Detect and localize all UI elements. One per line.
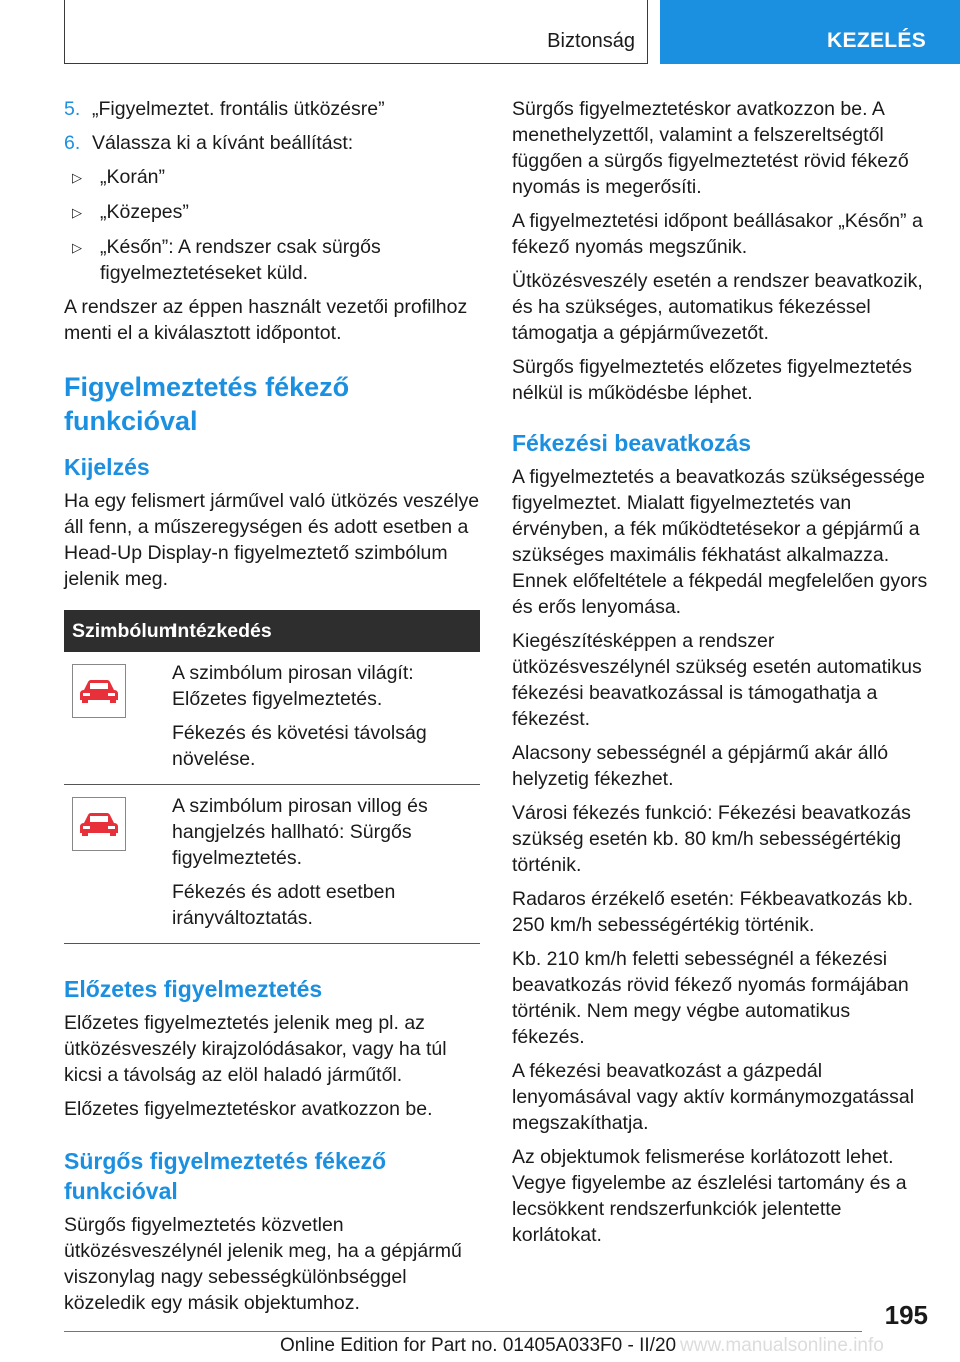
paragraph: Radaros érzékelő esetén: Fékbeavatkozás kb. 250 km/h sebességértékig történik. xyxy=(512,888,914,936)
header-action: Intézkedés xyxy=(172,620,272,642)
table-row xyxy=(64,785,480,944)
option-text: „Korán” xyxy=(100,166,166,188)
left-column xyxy=(64,96,480,1324)
triangle-bullet-icon: ▷ xyxy=(72,240,82,255)
paragraph: A figyelmeztetés a beavatkozás szükségessége figyelmeztet. Mialatt figyelmeztetés van érvényben, a fék működtetésekor a gépjármű a szükséges maximális fékhatást alkalmazza. Ennek előfeltétele a fékpedál megfelelően gyors és erős lenyomása. xyxy=(512,466,928,618)
profile-paragraph: A rendszer az éppen használt vezetői profilhoz menti el a kiválasztott időpontot. xyxy=(64,296,468,344)
header-symbol: Szimbólum xyxy=(72,620,177,642)
subheading-display: Kijelzés xyxy=(64,454,150,480)
page-number: 195 xyxy=(884,1300,928,1330)
option-item xyxy=(64,234,480,286)
action-text: Fékezés és követési távolság növelése. xyxy=(172,722,427,770)
option-item xyxy=(64,199,480,226)
urgent-paragraph: Sürgős figyelmeztetés közvetlen ütközésveszélynél jelenik meg, ha a gépjármű viszonylag nagy sebességkülönbséggel közeledik egy másik objektumhoz. xyxy=(64,1214,462,1314)
subheading-brake: Fékezési beavatkozás xyxy=(512,430,752,456)
option-item xyxy=(64,164,480,191)
right-column xyxy=(512,96,928,1256)
display-paragraph: Ha egy felismert járművel való ütközés veszélye áll fenn, a műszeregységen és adott esetben a Head-Up Display-n figyelmeztető szimbólum jelenik meg. xyxy=(64,490,480,590)
table-header xyxy=(64,610,480,652)
numbered-item xyxy=(64,96,480,122)
symbol-table xyxy=(64,610,480,944)
option-text: „Közepes” xyxy=(100,201,189,223)
section-heading: Figyelmeztetés fékező funkcióval xyxy=(64,372,350,436)
triangle-bullet-icon: ▷ xyxy=(72,170,82,185)
numbered-item xyxy=(64,130,480,156)
item-text: Válassza ki a kívánt beállítást: xyxy=(92,132,354,154)
table-row xyxy=(64,652,480,785)
car-warning-icon xyxy=(72,797,126,851)
item-text: „Figyelmeztet. frontális ütközésre” xyxy=(92,98,385,120)
action-text: A szimbólum pirosan világít: Előzetes figyelmeztetés. xyxy=(172,662,414,710)
subheading-urgent: Sürgős figyelmeztetés fékező funkcióval xyxy=(64,1148,387,1204)
footer-divider xyxy=(64,1331,862,1332)
triangle-bullet-icon: ▷ xyxy=(72,205,82,220)
option-text: „Későn”: A rendszer csak sürgős figyelmeztetéseket küld. xyxy=(100,236,381,284)
action-text: A szimbólum pirosan villog és hangjelzés hallható: Sürgős figyelmeztetés. xyxy=(172,795,428,869)
item-number: 6. xyxy=(64,132,81,154)
paragraph: Városi fékezés funkció: Fékezési beavatkozás szükség esetén kb. 80 km/h sebességértékig történik. xyxy=(512,802,911,876)
section-title: Biztonság xyxy=(547,30,635,52)
action-text: Fékezés és adott esetben irányváltoztatás. xyxy=(172,881,396,929)
subheading-pre-warning: Előzetes figyelmeztetés xyxy=(64,976,323,1002)
paragraph: Kiegészítésképpen a rendszer ütközésveszélynél szükség esetén automatikus fékezési beavatkozással is támogathatja a fékezést. xyxy=(512,630,922,730)
chapter-tab xyxy=(660,0,960,64)
watermark-site: www.manualsonline.info xyxy=(680,1335,884,1356)
paragraph: Sürgős figyelmeztetés előzetes figyelmeztetés nélkül is működésbe léphet. xyxy=(512,356,912,404)
paragraph: Az objektumok felismerése korlátozott lehet. Vegye figyelembe az észlelési tartomány és a lecsökkent rendszerfunkciók jelentette korlátokat. xyxy=(512,1146,907,1246)
paragraph: Alacsony sebességnél a gépjármű akár álló helyzetig fékezhet. xyxy=(512,742,889,790)
item-number: 5. xyxy=(64,98,81,120)
paragraph: Sürgős figyelmeztetéskor avatkozzon be. A menethelyzettől, valamint a felszereltségtől függően a sürgős figyelmeztetést rövid fékező nyomás is megerősíti. xyxy=(512,98,909,198)
paragraph: A fékezési beavatkozást a gázpedál lenyomásával vagy aktív kormánymozgatással megszakíthatja. xyxy=(512,1060,915,1134)
chapter-title: KEZELÉS xyxy=(827,29,926,52)
paragraph: A figyelmeztetési időpont beállásakor „Későn” a fékező nyomás megszűnik. xyxy=(512,210,923,258)
pre-warning-paragraph: Előzetes figyelmeztetéskor avatkozzon be. xyxy=(64,1098,433,1120)
paragraph: Kb. 210 km/h feletti sebességnél a fékezési beavatkozás rövid fékező nyomás formájában történik. Nem megy végbe automatikus fékezés. xyxy=(512,948,909,1048)
paragraph: Ütközésveszély esetén a rendszer beavatkozik, és ha szükséges, automatikus fékezéssel támogatja a gépjárművezetőt. xyxy=(512,270,923,344)
header-left-frame xyxy=(64,0,648,64)
car-warning-icon xyxy=(72,664,126,718)
pre-warning-paragraph: Előzetes figyelmeztetés jelenik meg pl. az ütközésveszély kirajzolódásakor, vagy ha túl kicsi a távolság az elöl haladó járműtől. xyxy=(64,1012,447,1086)
edition-note: Online Edition for Part no. 01405A033F0 - II/20 xyxy=(280,1335,677,1356)
